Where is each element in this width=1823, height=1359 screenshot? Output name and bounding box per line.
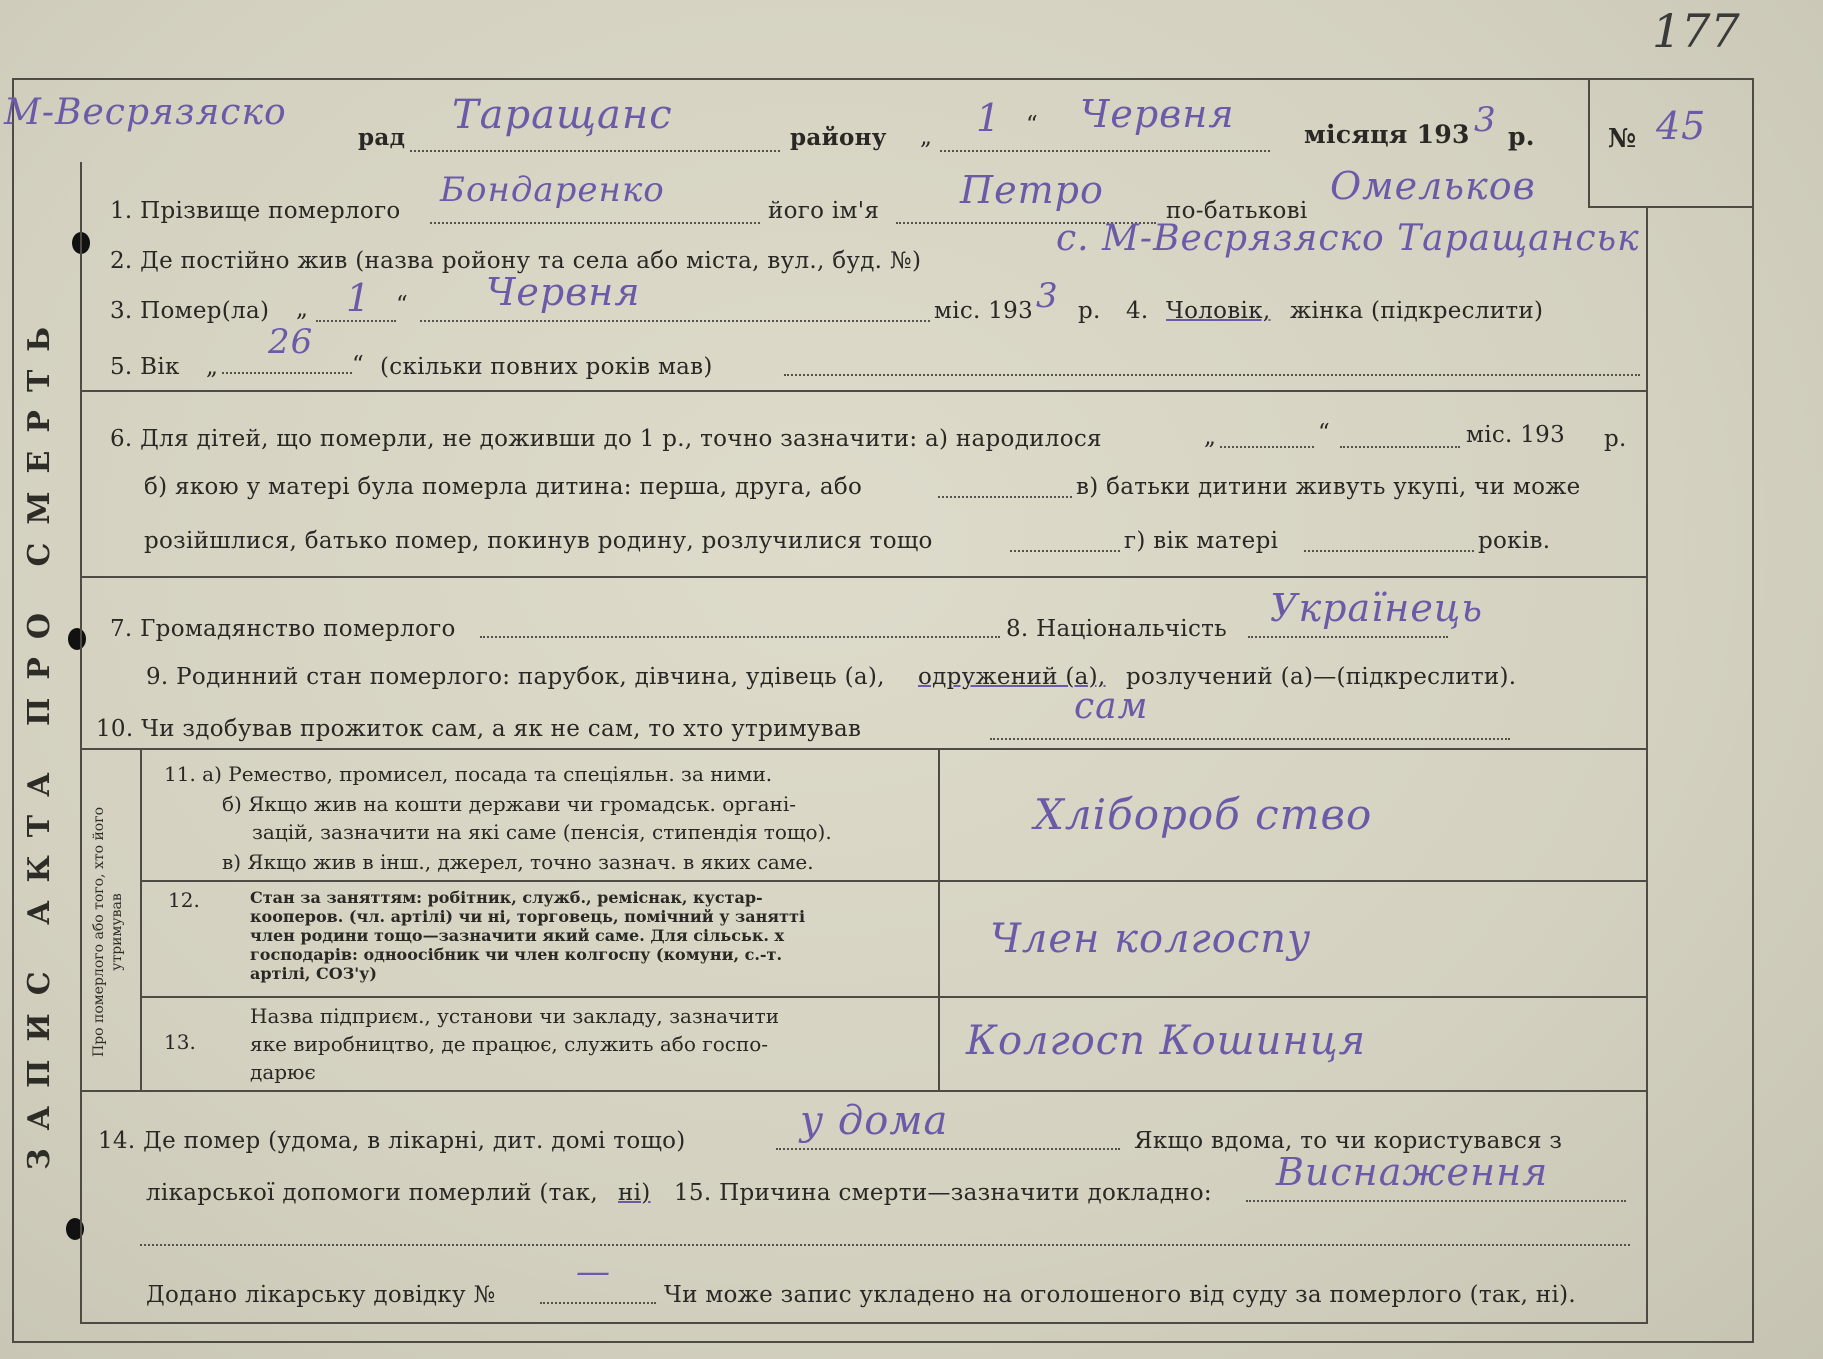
- f6-line1-r: р.: [1604, 426, 1627, 452]
- f15-value: Виснаження: [1276, 1150, 1549, 1194]
- f14-rest: Якщо вдома, то чи користувався з: [1134, 1128, 1563, 1154]
- header-number-handwritten: 45: [1656, 104, 1707, 148]
- sheet-number: 177: [1652, 4, 1740, 58]
- f13-num: 13.: [164, 1030, 196, 1054]
- f10-label: 10. Чи здобував прожиток сам, а як не сам, то хто утримував: [96, 716, 862, 742]
- f1-surname: Бондаренко: [440, 170, 665, 210]
- f9-rest: розлучений (а)—(підкреслити).: [1126, 664, 1517, 690]
- f12-text1: Стан за заняттям: робітник, служб., реміснак, кустар-: [250, 888, 763, 907]
- f6-line3-c: років.: [1478, 528, 1551, 554]
- section-side-label: Про померлого або того, хто його утримував: [91, 806, 125, 1058]
- f15-label-a: лікарської допомоги померлий (так,: [146, 1180, 598, 1206]
- header-district-handwritten: Таращанс: [452, 92, 673, 138]
- f12-num: 12.: [168, 888, 200, 912]
- f13-text3: дарює: [250, 1060, 316, 1084]
- header-year-digit: 3: [1474, 100, 1497, 140]
- f1-label: 1. Прізвище померлого: [110, 198, 401, 224]
- f6-line3-a: розійшлися, батько помер, покинув родину, розлучилися тощо: [144, 528, 933, 554]
- f7-label: 7. Громадянство померлого: [110, 616, 456, 642]
- f11-c: в) Якщо жив в інш., джерел, точно зазнач. в яких саме.: [222, 850, 814, 874]
- f12-text2: кооперов. (чл. артілі) чи ні, торговець, помічний у занятті: [250, 907, 806, 926]
- f2-value: с. М-Весрязяско Таращанськ: [1056, 218, 1640, 259]
- f4-rest: жінка (підкреслити): [1290, 298, 1544, 324]
- f9-label: 9. Родинний стан померлого: парубок, дівчина, удівець (а),: [146, 664, 885, 690]
- f8-label: 8. Національчість: [1006, 616, 1227, 642]
- header-council-label: рад: [358, 124, 406, 151]
- f14-value: у дома: [800, 1098, 949, 1144]
- side-title: ЗАПИС АКТА ПРО СМЕРТЬ: [22, 308, 57, 1170]
- f6-line1: 6. Для дітей, що померли, не доживши до 1 р., точно зазначити: а) народилося: [110, 426, 1102, 452]
- f16-label-a: Додано лікарську довідку №: [146, 1282, 496, 1308]
- f12-value: Член колгоспу: [990, 916, 1312, 962]
- f3-day: 1: [346, 276, 372, 320]
- f12-text3: член родини тощо—зазначити який саме. Для сільськ. х: [250, 926, 785, 945]
- f1-patronymic: Омельков: [1330, 164, 1536, 208]
- header-council-handwritten: М-Весрязяско: [4, 92, 287, 133]
- death-record-form: 177 ЗАПИС АКТА ПРО СМЕРТЬ М-Весрязяско рад Таращанс району „ 1 “ Червня місяця 193 3 р. № 45 1. Прізвище померлого Бондаренко його ім'я Петро по-батькові Омельков 2. Де постійно жив (назва ройону та села або міста, вул., буд. №) с. М-Весрязяско Таращанськ 3. Помер(ла) „ 1 “ Червня міс. 193 3 р. 4. Чоловік, жінка (підкреслити) 5. Вік „ 26 “ (скільки повних років мав) 6. Для дітей, що померли, не доживши до 1 р., точно зазначити: а) народилося „ “ міс. 193 р. б) якою у матері була померла дитина: перша, друга, або в) батьки дитини живуть укупі, чи може розійшлися, батько помер, покинув родину, розлучилися тощо г) вік матері років. 7. Громадянство померлого 8. Національчість Українець 9. Родинний стан померлого: парубок, дівчина, удівець (а), одружений (а), розлучений (а)—(підкреслити). 10. Чи здобував прожиток сам, а як не сам, то хто утримував сам Про померлого або того, хто його утримував 11. а) Ремество, промисел, посада та спеціяльн. за ними. б) Якщо жив на кошти держави чи громадськ. органі- зацій, зазначити на які саме (пенсія, стипендія тощо). в) Якщо жив в інш., джерел, точно зазнач. в яких саме. Хлібороб ство 12. Стан за заняттям: робітник, служб., реміснак, кустар- кооперов. (чл. артілі) чи ні, торговець, помічний у занятті член родини тощо—зазначити який саме. Для сільськ. х господарів: одноосібник чи член колгоспу (комуни, с.-т. артілі, СОЗ'у) Член колгоспу 13. Назва підприєм., установи чи закладу, зазначити яке виробництво, де працює, служить або госпо- дарює Колгосп Кошинця 14. Де помер (удома, в лікарні, дит. домі тощо) у дома Якщо вдома, то чи користувався з лікарської допомоги померлий (так, ні) 15. Причина смерти—зазначити докладно: Виснаження Додано лікарську довідку № — Чи може запис укладено на оголошеного від суду за померлого (так, ні).: [0, 0, 1823, 1359]
- f13-text2: яке виробництво, де працює, служить або госпо-: [250, 1032, 769, 1056]
- f16-label-b: Чи може запис укладено на оголошеного від суду за померлого (так, ні).: [664, 1282, 1576, 1308]
- f13-value: Колгосп Кошинця: [966, 1018, 1367, 1064]
- f5-value: 26: [268, 322, 314, 362]
- f14-label: 14. Де помер (удома, в лікарні, дит. домі тощо): [98, 1128, 686, 1154]
- header-year-suffix: р.: [1508, 122, 1535, 151]
- f5-suffix: (скільки повних років мав): [380, 354, 713, 380]
- f3-year-digit: 3: [1036, 276, 1059, 316]
- f2-label: 2. Де постійно жив (назва ройону та села або міста, вул., буд. №): [110, 248, 922, 274]
- f13-text1: Назва підприєм., установи чи закладу, зазначити: [250, 1004, 780, 1028]
- header-month-label: місяця 193: [1304, 120, 1470, 149]
- f6-line3-b: г) вік матері: [1124, 528, 1279, 554]
- f6-line2-b: в) батьки дитини живуть укупі, чи може: [1076, 474, 1581, 500]
- f4-label: 4.: [1126, 298, 1149, 324]
- header-day-handwritten: 1: [976, 96, 1002, 140]
- header-number-label: №: [1608, 124, 1637, 154]
- f6-line1-end: міс. 193: [1466, 422, 1566, 448]
- f11-b2: зацій, зазначити на які саме (пенсія, стипендія тощо).: [252, 820, 832, 844]
- f11-value: Хлібороб ство: [1034, 790, 1373, 839]
- f1-patronymic-label: по-батькові: [1166, 198, 1308, 224]
- f11-b1: б) Якщо жив на кошти держави чи громадськ. органі-: [222, 792, 796, 816]
- f12-text4: господарів: одноосібник чи член колгоспу (комуни, с.-т.: [250, 945, 783, 964]
- f1-name: Петро: [960, 168, 1104, 212]
- f5-label: 5. Вік: [110, 354, 180, 380]
- f15-no-underlined: ні): [618, 1180, 651, 1206]
- header-district-label: району: [790, 124, 887, 151]
- f15-label-b: 15. Причина смерти—зазначити докладно:: [674, 1180, 1212, 1206]
- f1-name-label: його ім'я: [768, 198, 880, 224]
- f3-mis-label: міс. 193: [934, 298, 1034, 324]
- f10-value: сам: [1074, 686, 1149, 727]
- punch-hole: [68, 628, 86, 650]
- f16-value: —: [576, 1252, 611, 1292]
- f9-married-underlined: одружений (а),: [918, 664, 1106, 690]
- f8-value: Українець: [1270, 586, 1484, 630]
- f3-r: р.: [1078, 298, 1101, 324]
- f4-male-underlined: Чоловік,: [1166, 298, 1271, 324]
- f11-a: 11. а) Ремество, промисел, посада та спеціяльн. за ними.: [164, 762, 773, 786]
- f3-label: 3. Помер(ла): [110, 298, 270, 324]
- header-month-handwritten: Червня: [1080, 92, 1235, 136]
- f6-line2-a: б) якою у матері була померла дитина: перша, друга, або: [144, 474, 863, 500]
- f12-text5: артілі, СОЗ'у): [250, 964, 377, 983]
- f3-month: Червня: [486, 270, 641, 314]
